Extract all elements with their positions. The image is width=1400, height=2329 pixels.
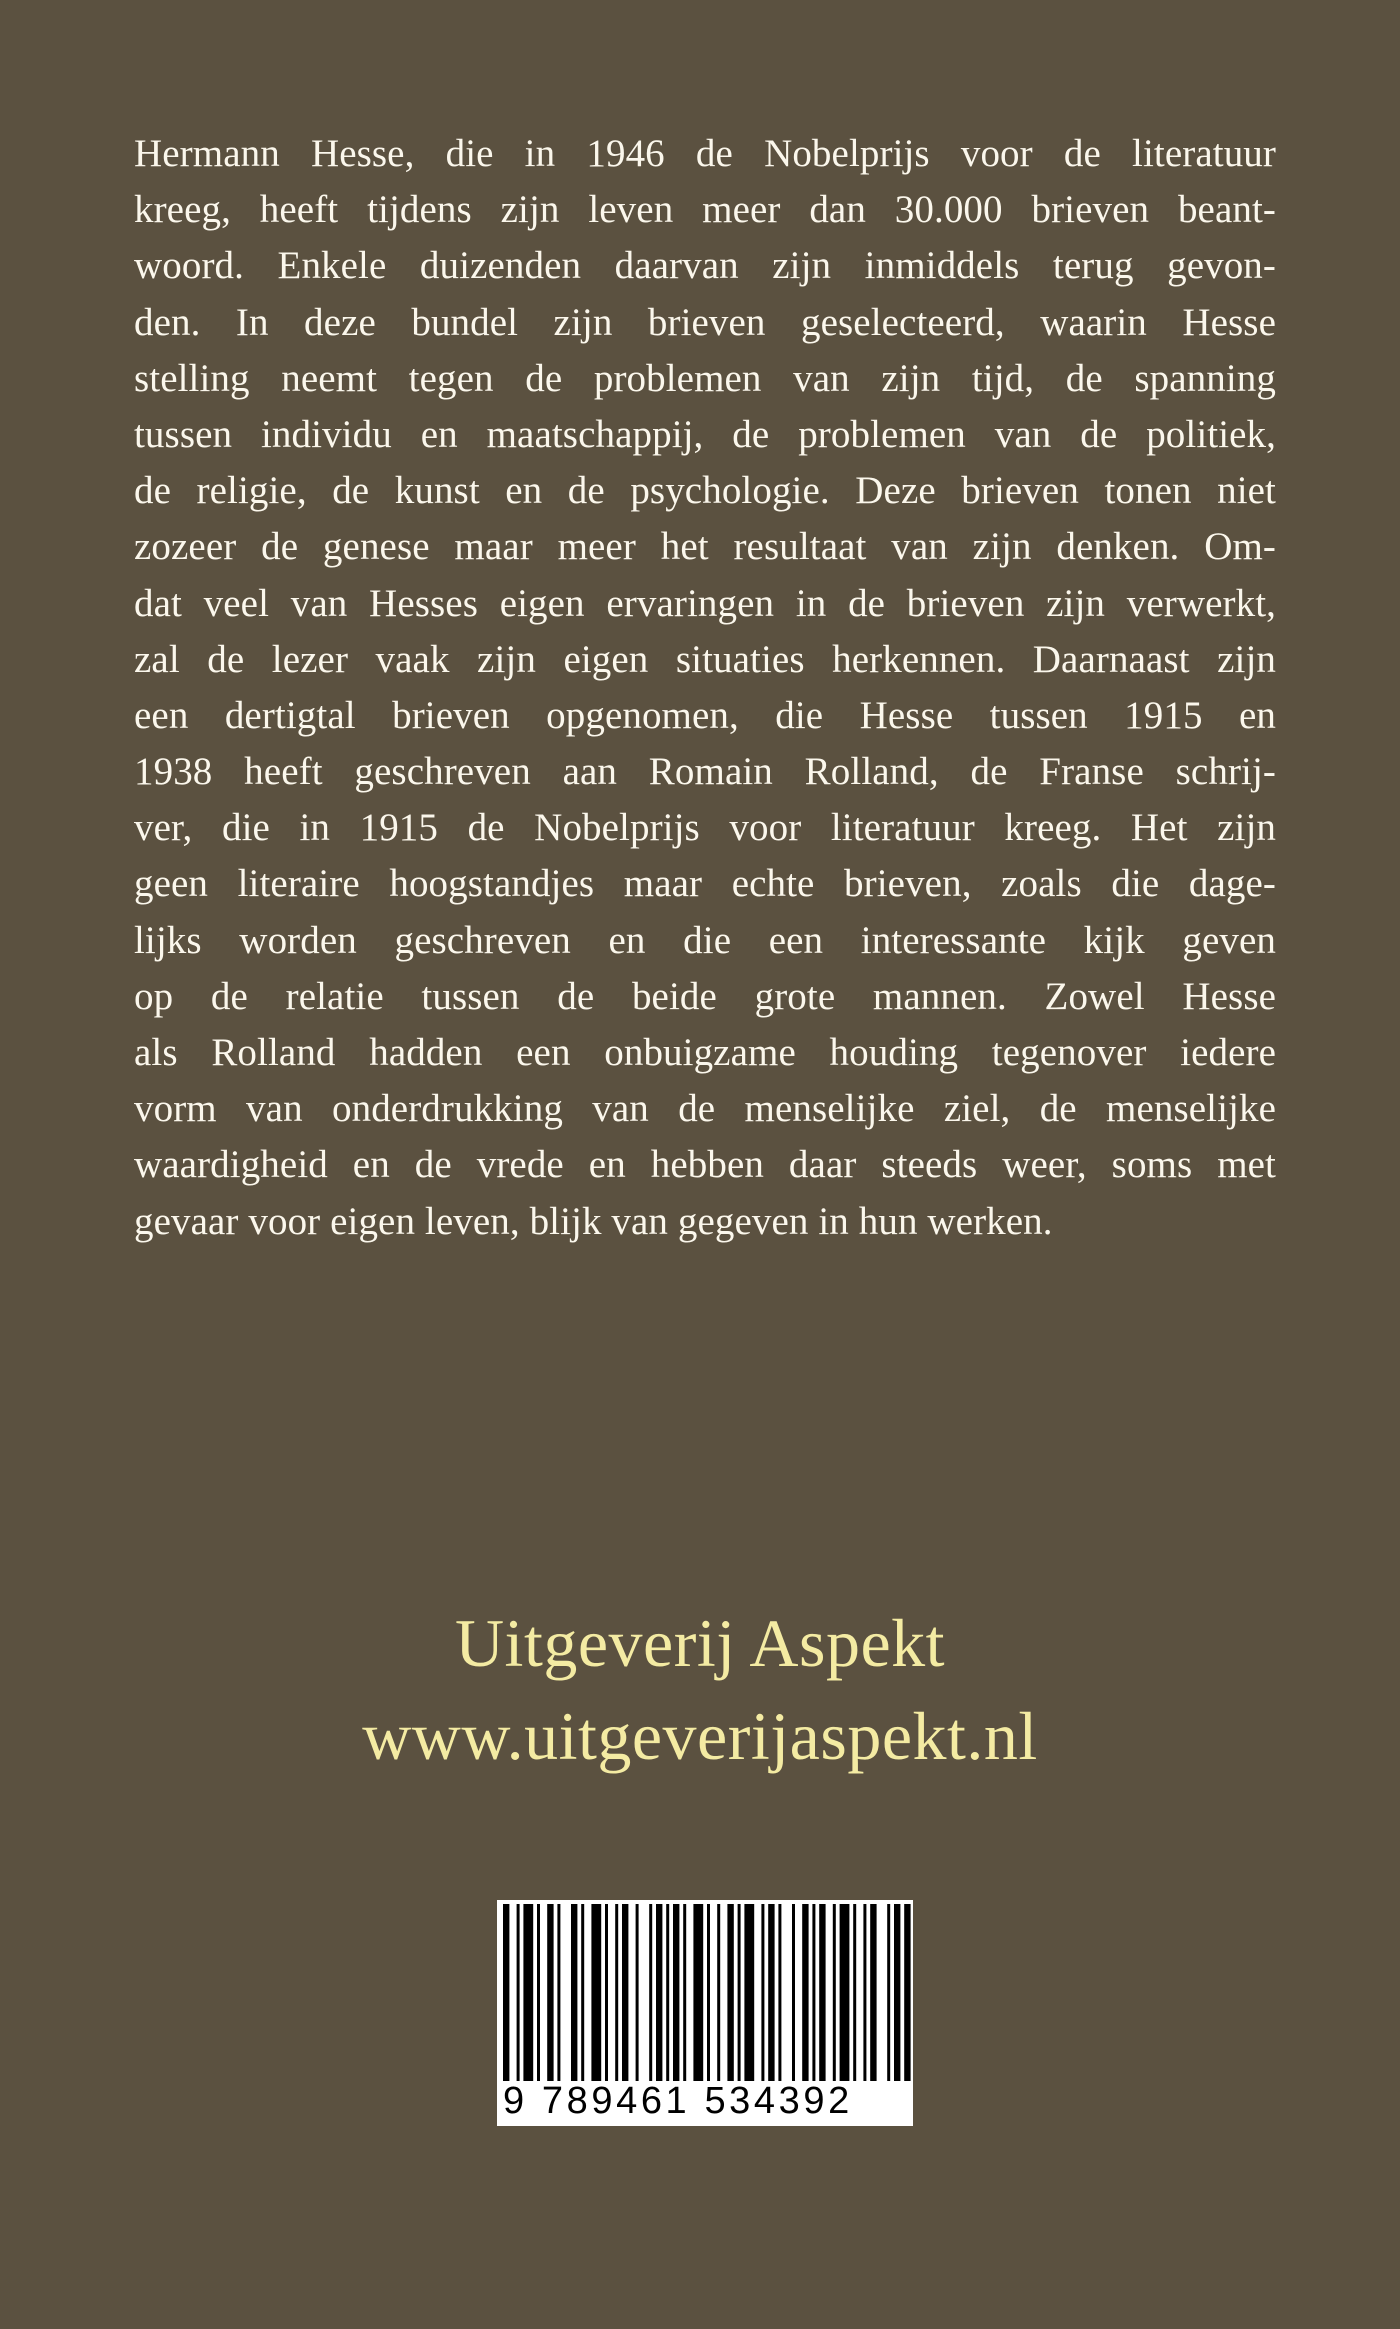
barcode-bar [761,1904,764,2082]
blurb-line: den. In deze bundel zijn brieven geselecteerd, waarin Hesse [134,300,1276,344]
barcode-bar [581,1904,584,2082]
barcode-bar [802,1904,808,2082]
blurb-line: vorm van onderdrukking van de menselijke ziel, de menselijke [134,1087,1276,1131]
barcode-bar [840,1904,850,2082]
barcode-bar [870,1904,876,2082]
barcode-bar [717,1904,720,2082]
blurb-line: de religie, de kunst en de psychologie. Deze brieven tonen niet [134,469,1276,513]
barcode-bar [853,1904,856,2082]
blurb-line: op de relatie tussen de beide grote mannen. Zowel Hesse [134,974,1276,1018]
barcode-bar [523,1904,533,2082]
blurb-line: dat veel van Hesses eigen ervaringen in de brieven zijn verwerkt, [134,581,1276,625]
barcode-bar [649,1904,652,2082]
barcode-bar [707,1904,710,2082]
barcode-bar [571,1904,577,2082]
publisher-name: Uitgeverij Aspekt [454,1605,946,1681]
barcode-bar [557,1904,560,2082]
barcode-bar [503,1904,509,2082]
blurb-line: woord. Enkele duizenden daarvan zijn inmiddels terug gevon- [134,244,1276,288]
blurb-line: waardigheid en de vrede en hebben daar steeds weer, soms met [134,1143,1276,1187]
blurb-line: stelling neemt tegen de problemen van zijn tijd, de spanning [134,356,1276,400]
barcode-bar [778,1904,781,2082]
barcode-bar [833,1904,836,2082]
barcode-bar [605,1904,608,2082]
barcode-bar [673,1904,679,2082]
barcode-bar [819,1904,825,2082]
barcode-bar [894,1904,900,2082]
blurb-line: tussen individu en maatschappij, de problemen van de politiek, [134,412,1276,456]
blurb-line: kreeg, heeft tijdens zijn leven meer dan 30.000 brieven beant- [134,188,1276,232]
blurb-line: 1938 heeft geschreven aan Romain Rolland, de Franse schrij- [134,750,1276,794]
barcode-bar [738,1904,741,2082]
barcode-bar [812,1904,815,2082]
barcode-bar [537,1904,540,2082]
blurb-line: zozeer de genese maar meer het resultaat van zijn denken. Om- [134,525,1276,569]
barcode-bar [615,1904,618,2082]
barcode-bar [792,1904,795,2082]
barcode-bar [863,1904,866,2082]
blurb-text [134,126,1276,1250]
blurb-line: gevaar voor eigen leven, blijk van gegeven in hun werken. [134,1199,1053,1243]
barcode-bar [622,1904,628,2082]
barcode-bar [693,1904,703,2082]
barcode-bar [666,1904,669,2082]
barcode-bar [636,1904,639,2082]
blurb-line: als Rolland hadden een onbuigzame houding tegenover iedere [134,1031,1276,1074]
barcode-bar [591,1904,601,2082]
blurb-line: zal de lezer vaak zijn eigen situaties herkennen. Daarnaast zijn [134,637,1276,681]
publisher-url: www.uitgeverijaspekt.nl [362,1698,1038,1774]
barcode-bar [683,1904,686,2082]
blurb-line: een dertigtal brieven opgenomen, die Hesse tussen 1915 en [134,693,1276,737]
isbn-barcode [497,1900,913,2126]
isbn-number: 9 789461 534392 [497,2081,913,2121]
barcode-bar [744,1904,754,2082]
blurb-line: lijks worden geschreven en die een interessante kijk geven [134,918,1276,962]
barcode-bar [727,1904,733,2082]
barcode-bar [887,1904,890,2082]
barcode-bar [547,1904,553,2082]
barcode-bar [768,1904,774,2082]
blurb-line: geen literaire hoogstandjes maar echte brieven, zoals die dage- [134,862,1276,906]
blurb-line: Hermann Hesse, die in 1946 de Nobelprijs voor de literatuur [134,132,1276,175]
barcode-bar [656,1904,662,2082]
blurb-line: ver, die in 1915 de Nobelprijs voor literatuur kreeg. Het zijn [134,806,1276,850]
barcode-bar [517,1904,520,2082]
barcode-bar [904,1904,910,2082]
